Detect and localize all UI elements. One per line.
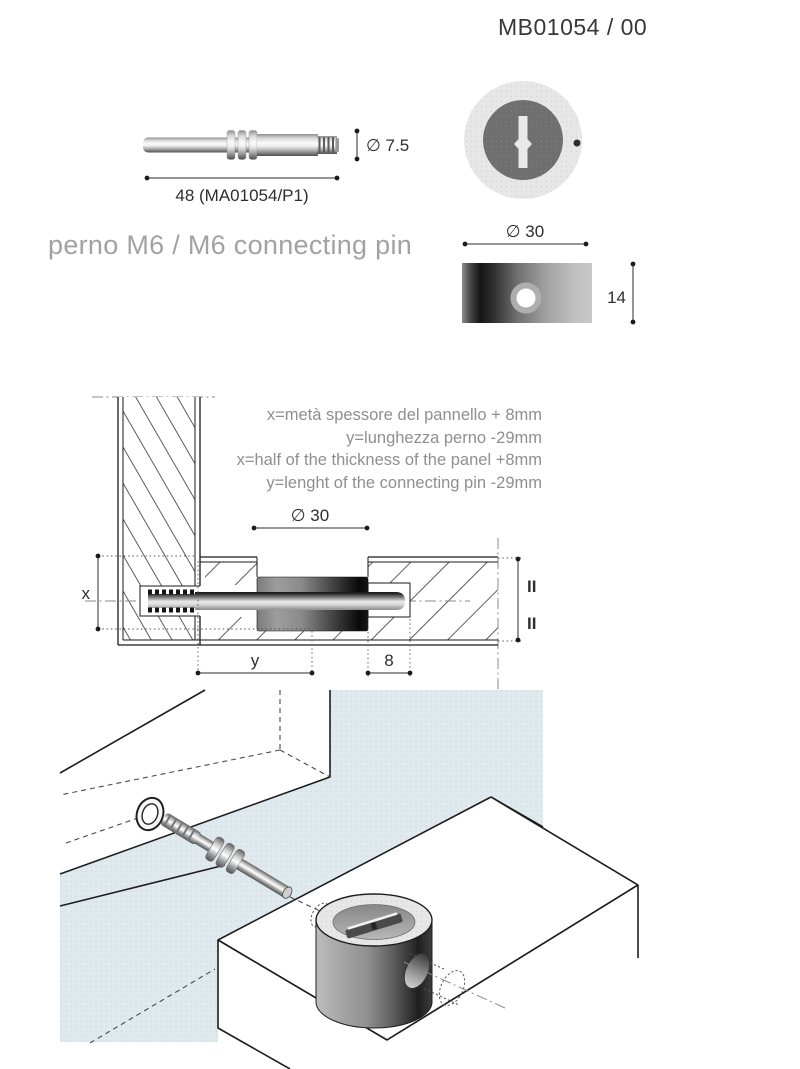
dim-y-label: y: [250, 651, 260, 670]
note-line: x=metà spessore del pannello + 8mm: [266, 406, 542, 424]
side-hole: [517, 289, 536, 308]
connecting-pin-section: [148, 590, 405, 613]
pin-flange: [227, 131, 235, 160]
pin-diameter-label: ∅ 7.5: [366, 136, 410, 155]
pin-thread-tip: [336, 138, 340, 152]
note-line: y=lenght of the connecting pin -29mm: [266, 473, 542, 492]
pin-length-label: 48 (MA01054/P1): [175, 186, 309, 205]
pin-flange: [238, 131, 246, 160]
pin-flange: [249, 131, 257, 160]
note-line: y=lunghezza perno -29mm: [346, 428, 542, 447]
pin-body: [257, 134, 318, 156]
dim-8-label: 8: [384, 651, 394, 670]
assembly-isometric-view: [60, 690, 638, 1069]
note-line: x=half of the thickness of the panel +8mm: [236, 451, 542, 469]
elevation-height-dim: [607, 262, 635, 325]
connector-elevation-view: [462, 222, 635, 324]
dim-x-label: x: [81, 584, 90, 603]
parallel-mark-bottom-label: II: [527, 614, 537, 633]
index-dot: [574, 140, 581, 147]
assembly-section-view: [82, 397, 537, 690]
elevation-height-label: 14: [607, 288, 626, 307]
panel-a-top-edge: [60, 690, 205, 773]
elevation-diameter-dim: [463, 222, 589, 246]
parallel-mark-top-label: II: [527, 577, 537, 596]
pin-diameter-dim: [355, 129, 410, 162]
product-name-label: perno M6 / M6 connecting pin: [48, 230, 413, 260]
elevation-diameter-label: ∅ 30: [505, 222, 545, 241]
pin-length-dim: [145, 176, 340, 205]
bore-diameter-label: ∅ 30: [290, 506, 330, 525]
pin-axis-guide: [66, 818, 138, 843]
pin-shaft-section: [195, 592, 405, 610]
connector-plan-view: [464, 81, 582, 199]
pin-orthographic-drawing: [143, 129, 409, 205]
doc-number: MB01054 / 00: [498, 14, 648, 40]
parallel-marks: [498, 557, 536, 643]
section-bore-dim: [252, 506, 370, 530]
washer-ring: [132, 794, 168, 834]
barrel-recess: [257, 557, 368, 577]
hidden-corner-edges: [60, 690, 330, 795]
